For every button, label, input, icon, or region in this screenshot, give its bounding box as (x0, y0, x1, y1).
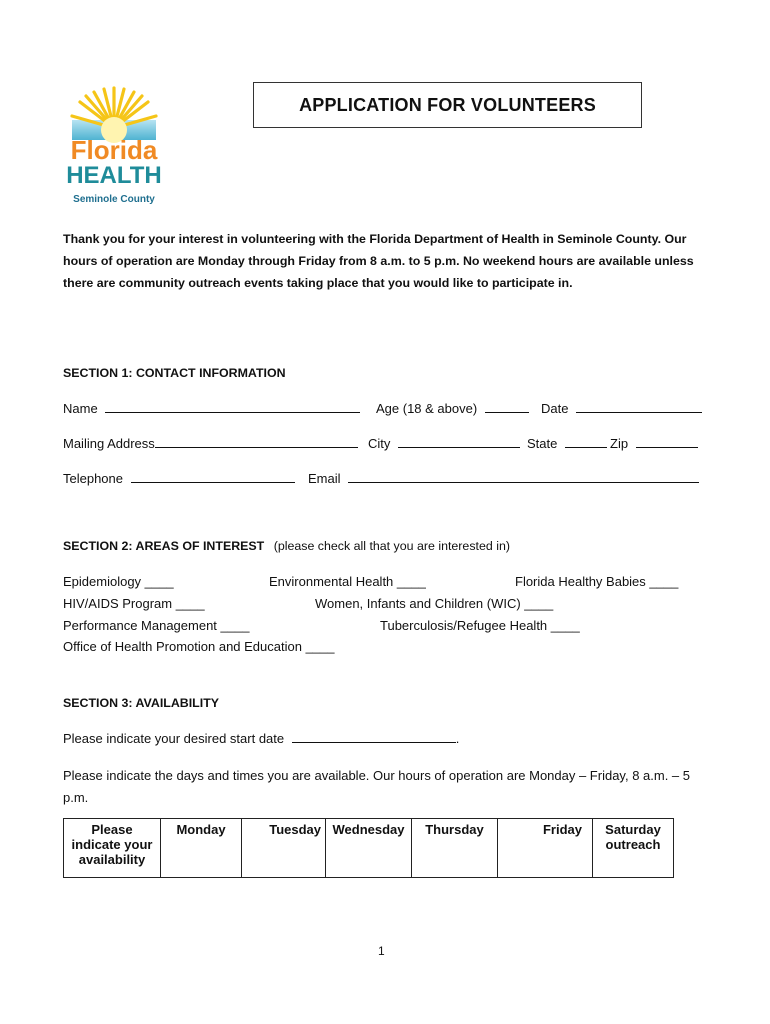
svg-text:HEALTH: HEALTH (66, 162, 162, 189)
city-row (368, 435, 520, 451)
florida-health-logo (64, 84, 164, 210)
city-label: City (368, 436, 391, 451)
section3-heading: SECTION 3: AVAILABILITY (63, 696, 220, 710)
age-label: Age (18 & above) (376, 401, 478, 416)
interest-wic[interactable]: Women, Infants and Children (WIC) ____ (315, 596, 554, 611)
state-label: State (527, 436, 558, 451)
intro-paragraph: Thank you for your interest in volunteering with the Florida Department of Health in Seminole County. Our hours of operation are Monday through Friday from 8 a.m. to 5 p.m. No weekend hours are available unless there are community outreach events taking place that you would like to participate in. (63, 232, 694, 290)
page-title: APPLICATION FOR VOLUNTEERS (253, 82, 642, 128)
availability-header-cell: Please indicate your availability (64, 819, 161, 878)
name-label: Name (63, 401, 98, 416)
telephone-label: Telephone (63, 471, 123, 486)
interest-environmental-health[interactable]: Environmental Health ____ (269, 574, 426, 589)
start-date-label: Please indicate your desired start date (63, 731, 285, 746)
name-row (63, 400, 360, 416)
start-date-row (63, 730, 459, 746)
interest-tuberculosis[interactable]: Tuberculosis/Refugee Health ____ (380, 618, 580, 633)
svg-text:Florida: Florida (70, 135, 158, 165)
table-row (64, 819, 674, 878)
page-number: 1 (378, 944, 385, 958)
interest-performance-management[interactable]: Performance Management ____ (63, 618, 250, 633)
date-field[interactable] (576, 400, 702, 413)
telephone-row (63, 470, 295, 486)
section2-heading: SECTION 2: AREAS OF INTEREST (63, 539, 265, 553)
svg-text:Seminole County: Seminole County (73, 194, 155, 205)
interest-epidemiology[interactable]: Epidemiology ____ (63, 574, 174, 589)
saturday-outreach-cell[interactable]: Saturday outreach (593, 819, 674, 878)
state-field[interactable] (565, 435, 607, 448)
wednesday-cell[interactable]: Wednesday (326, 819, 412, 878)
mailing-row (63, 435, 358, 451)
start-date-field[interactable] (292, 730, 456, 743)
date-label: Date (541, 401, 569, 416)
state-row (527, 435, 607, 451)
interest-florida-healthy-babies[interactable]: Florida Healthy Babies ____ (515, 574, 679, 589)
zip-label: Zip (610, 436, 629, 451)
date-row (541, 400, 702, 416)
zip-row (610, 435, 698, 451)
thursday-cell[interactable]: Thursday (412, 819, 498, 878)
city-field[interactable] (398, 435, 520, 448)
age-row (376, 400, 529, 416)
email-row (308, 470, 699, 486)
section2-note: (please check all that you are interested in) (273, 539, 510, 553)
sun-logo-icon (64, 84, 164, 210)
friday-cell[interactable]: Friday (498, 819, 593, 878)
interest-health-promotion[interactable]: Office of Health Promotion and Education ____ (63, 639, 335, 654)
telephone-field[interactable] (131, 470, 295, 483)
interest-hiv-aids[interactable]: HIV/AIDS Program ____ (63, 596, 205, 611)
days-text: Please indicate the days and times you are available. Our hours of operation are Monday – Friday, 8 a.m. – 5 p.m. (63, 768, 690, 805)
tuesday-cell[interactable]: Tuesday (242, 819, 326, 878)
email-field[interactable] (348, 470, 699, 483)
availability-table (63, 818, 674, 878)
email-label: Email (308, 471, 341, 486)
monday-cell[interactable]: Monday (161, 819, 242, 878)
section2-heading-row (63, 539, 510, 553)
start-date-end: . (455, 731, 460, 746)
section1-heading: SECTION 1: CONTACT INFORMATION (63, 366, 286, 380)
mailing-label: Mailing Address (63, 436, 155, 451)
name-field[interactable] (105, 400, 360, 413)
age-field[interactable] (485, 400, 529, 413)
mailing-field[interactable] (155, 435, 358, 448)
zip-field[interactable] (636, 435, 698, 448)
